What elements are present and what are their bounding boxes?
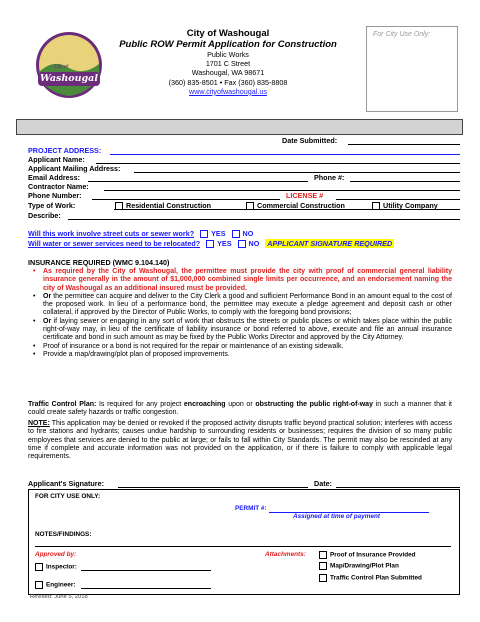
att-map[interactable] <box>319 562 399 571</box>
traffic-t3: in such a manner that it could create safety hazards or traffic congestion. <box>28 401 452 417</box>
insurance-bullet-2 <box>30 293 452 318</box>
website-link[interactable]: www.cityofwashougal.us <box>189 86 267 96</box>
q1-no-label: NO <box>242 229 254 238</box>
utility-label: Utility Company <box>383 201 438 210</box>
applicant-mailing-field[interactable] <box>134 172 460 173</box>
inspector-field[interactable] <box>81 570 211 571</box>
revised-date: Revised: June 5, 2018 <box>30 594 88 600</box>
notes-label: NOTES/FINDINGS: <box>35 531 92 538</box>
traffic-enc: encroaching <box>183 401 226 408</box>
att-insurance-label: Proof of Insurance Provided <box>330 551 416 559</box>
type-of-work-label: Type of Work: <box>28 201 76 210</box>
license-field[interactable] <box>336 199 460 200</box>
q1-text: Will this work involve street cuts or sewer work? <box>28 229 195 238</box>
attachments-label: Attachments: <box>265 551 306 558</box>
q2-no-label: NO <box>248 239 260 248</box>
att-map-checkbox[interactable] <box>319 562 327 570</box>
q2-yes-label: YES <box>217 239 232 248</box>
inspector-label: Inspector: <box>46 563 77 571</box>
engineer-field[interactable] <box>81 588 211 589</box>
contractor-name-field[interactable] <box>104 190 460 191</box>
engineer-checkbox[interactable] <box>35 581 43 589</box>
permit-label: PERMIT #: <box>235 505 267 512</box>
city-logo <box>32 28 106 102</box>
contractor-name-label: Contractor Name: <box>28 182 89 191</box>
phone-number-field[interactable] <box>92 199 280 200</box>
describe-field[interactable] <box>68 219 460 220</box>
insurance-bullet-4: • Proof of insurance or a bond is not required for the repair or maintenance of an existing sidewalk. <box>30 343 452 351</box>
question-relocate <box>28 239 394 248</box>
engineer-row <box>35 581 75 590</box>
att-traffic[interactable] <box>319 574 422 583</box>
applicant-name-field[interactable] <box>96 163 460 164</box>
phone-field[interactable] <box>350 181 460 182</box>
att-traffic-label: Traffic Control Plan Submitted <box>330 574 422 582</box>
date-submitted-label: Date Submitted: <box>282 136 338 145</box>
traffic-lead: Traffic Control Plan: <box>28 401 97 408</box>
insurance-heading: INSURANCE REQUIRED (WMC 9.104.140) <box>28 258 170 267</box>
logo-text: Washougal <box>40 73 98 84</box>
residential-label: Residential Construction <box>126 201 212 210</box>
question-street-cuts <box>28 229 253 238</box>
att-traffic-checkbox[interactable] <box>319 574 327 582</box>
city-use-label: For City Use Only: <box>373 31 431 38</box>
q1-yes-checkbox[interactable] <box>200 230 208 238</box>
city-name: City of Washougal <box>186 28 270 39</box>
phone-hash-label: Phone #: <box>314 173 345 182</box>
note-paragraph <box>28 420 452 461</box>
header <box>110 28 346 96</box>
inspector-checkbox[interactable] <box>35 563 43 571</box>
permit-assigned-note: Assigned at time of payment <box>293 513 381 520</box>
form-title: Public ROW Permit Application for Construction <box>119 39 337 50</box>
signature-date-label: Date: <box>314 479 332 488</box>
att-map-label: Map/Drawing/Plot Plan <box>330 562 399 570</box>
applicant-signature-field[interactable] <box>118 487 308 488</box>
project-address-label: PROJECT ADDRESS: <box>28 146 102 155</box>
project-address-field[interactable] <box>110 154 460 155</box>
inspector-row <box>35 563 77 572</box>
note-lead: NOTE: <box>28 420 50 427</box>
q1-yes-label: YES <box>211 229 226 238</box>
q1-no-checkbox[interactable] <box>232 230 240 238</box>
city-use-box <box>366 26 458 112</box>
phone-number-label: Phone Number: <box>28 191 82 200</box>
q2-no-checkbox[interactable] <box>238 240 246 248</box>
b3-text: if laying sewer or engaging in any sort of work that obstructs the streets or public places or which takes place within the public right-of-way may, in lieu of the certificate of liability insurance or bond referred to above, execute and file an annual insurance certificate and bond in such amount as may be fixed by the Public Works Director and approved by the City Attorney. <box>43 317 452 342</box>
logo-small-text: City of <box>54 64 69 70</box>
b2-text: the permittee can acquire and deliver to the City Clerk a good and sufficient Performance Bond in an amount equal to the cost of the proposed work. In lieu of a performance bond, the permittee may execute a pledge agreement and deposit cash or other collateral, if approved by the Director of Public Works, to comply with the foregoing bond provisions; <box>43 292 452 317</box>
commercial-label: Commercial Construction <box>257 201 345 210</box>
b3-lead: Or <box>43 317 52 325</box>
applicant-mailing-label: Applicant Mailing Address: <box>28 164 121 173</box>
q2-text: Will water or sewer services need to be relocated? <box>28 239 201 248</box>
email-field[interactable] <box>88 181 308 182</box>
describe-label: Describe: <box>28 211 61 220</box>
traffic-t2: upon or <box>225 401 256 408</box>
city-box-title: FOR CITY USE ONLY: <box>35 493 101 500</box>
insurance-bullet-1: • As required by the City of Washougal, the permittee must provide the city with proof of commercial general liability insurance generally in the amount of $1,000,000 combined single limits per occurrence, and an endorsement naming the city of Washougal as an additional insured must be provided. <box>30 268 452 293</box>
insurance-bullet-5: • Provide a map/drawing/plot plan of proposed improvements. <box>30 351 452 359</box>
signature-date-field[interactable] <box>336 487 460 488</box>
traffic-obs: obstructing the public right-of-way <box>255 401 373 408</box>
city-use-only-box <box>28 489 460 595</box>
traffic-t1: Is required for any project <box>96 401 184 408</box>
signature-required-badge: APPLICANT SIGNATURE REQUIRED <box>267 239 393 248</box>
insurance-list <box>30 268 452 359</box>
dept: Public Works <box>207 50 249 59</box>
notes-field[interactable] <box>35 546 451 547</box>
b2-lead: Or <box>43 292 52 300</box>
phone-fax: (360) 835-8501 • Fax (360) 835-8808 <box>168 77 288 87</box>
street: 1701 C Street <box>205 59 251 69</box>
engineer-label: Engineer: <box>46 581 76 589</box>
insurance-bullet-3 <box>30 318 452 343</box>
city-state: Washougal, WA 98671 <box>191 68 265 78</box>
att-insurance[interactable] <box>319 551 416 560</box>
q2-yes-checkbox[interactable] <box>206 240 214 248</box>
traffic-control-paragraph <box>28 401 452 418</box>
email-label: Email Address: <box>28 173 81 182</box>
applicant-name-label: Applicant Name: <box>28 155 85 164</box>
approved-by-label: Approved by: <box>35 551 77 558</box>
note-text: This application may be denied or revoked if the proposed activity disrupts traffic beyond practical solution; interferes with access to fire stations and hydrants; causes undue hardship to surrounding residents or businesses; requires the division of so many public employees that services are denied to the public at large; or fails to fall within City Standards. The permit may also be rescinded at any time if complete and accurate information was not provided on the application, or if there is failure to comply with applicable legal requirements. <box>28 420 452 461</box>
license-label: LICENSE # <box>286 191 324 200</box>
type-underline <box>114 209 460 210</box>
att-insurance-checkbox[interactable] <box>319 551 327 559</box>
date-submitted-field[interactable] <box>348 144 460 145</box>
header-bar <box>16 119 463 135</box>
applicant-signature-label: Applicant's Signature: <box>28 479 104 488</box>
